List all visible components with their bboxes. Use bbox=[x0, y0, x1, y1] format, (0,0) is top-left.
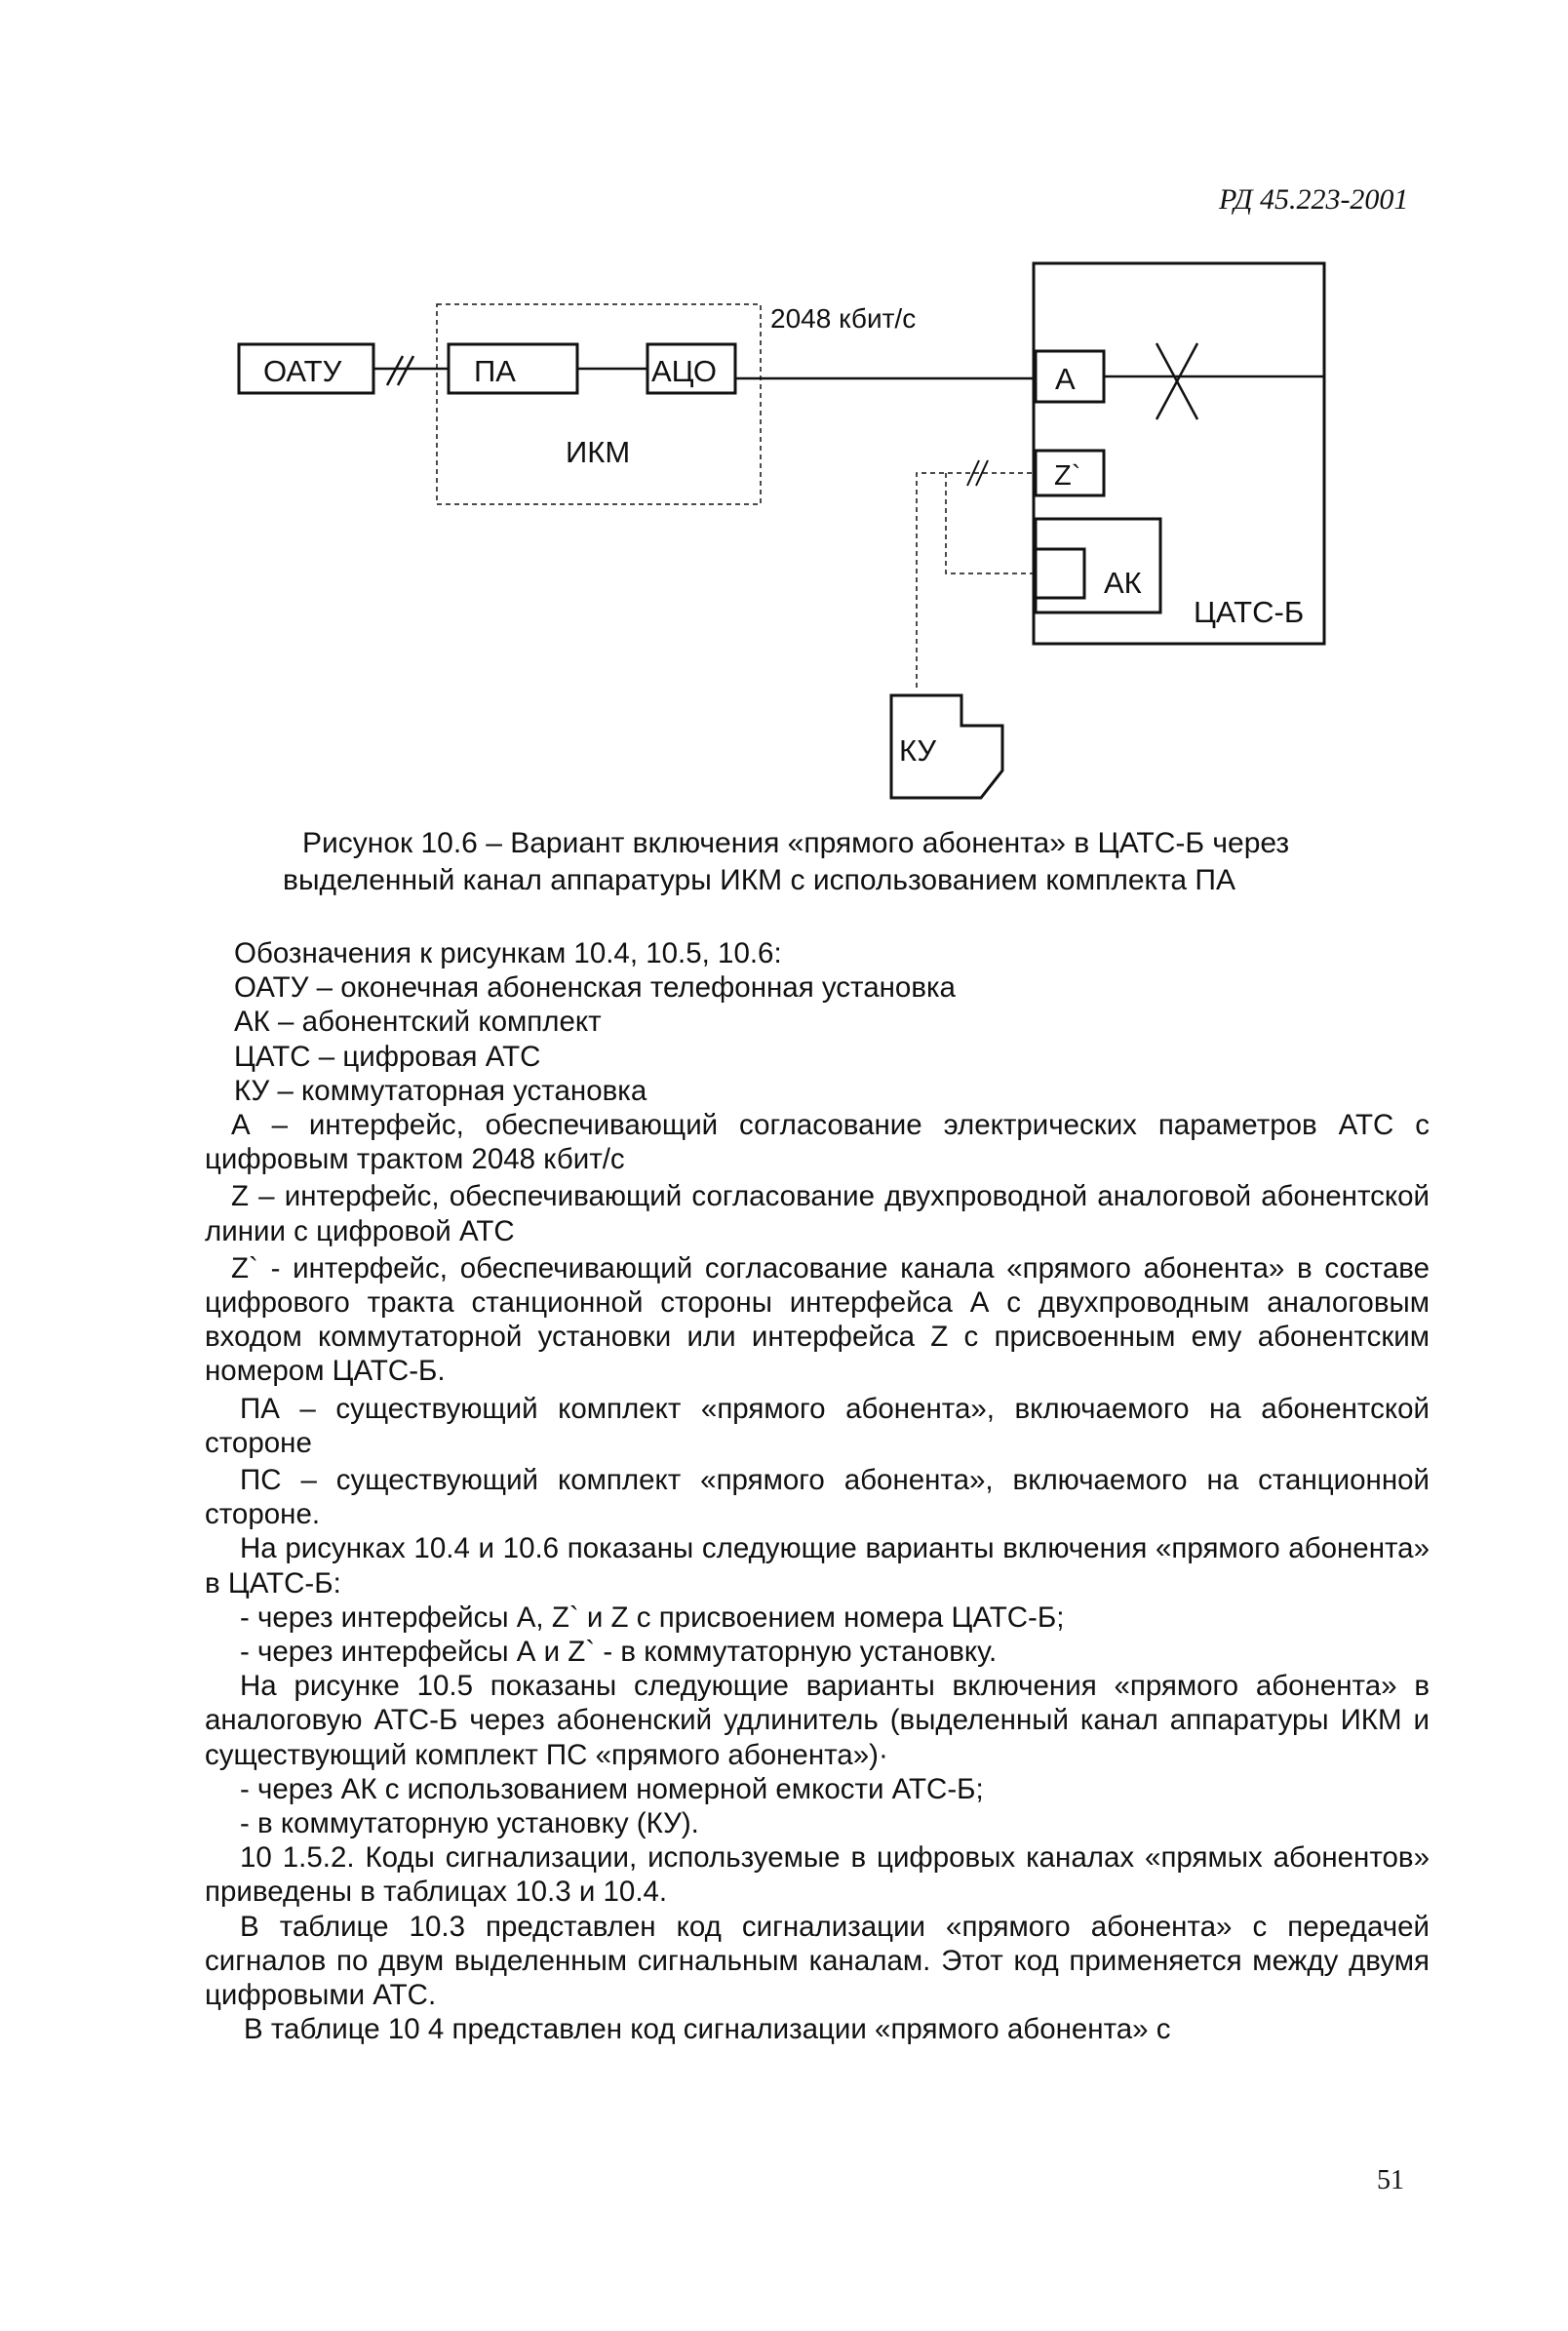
a-label: А bbox=[1055, 362, 1076, 396]
paragraph: КУ – коммутаторная установка bbox=[234, 1074, 647, 1107]
paragraph: 10 1.5.2. Коды сигнализации, используемые в цифровых каналах «прямых абонентов» приведены в таблицах 10.3 и 10.4. bbox=[205, 1841, 1430, 1909]
paragraph: ОАТУ – оконечная абоненская телефонная установка bbox=[234, 971, 956, 1005]
tsats-box bbox=[1034, 263, 1324, 644]
page-number: 51 bbox=[1377, 2165, 1404, 2195]
ak-label: АК bbox=[1104, 566, 1142, 600]
pa-label: ПА bbox=[474, 354, 516, 388]
paragraph: Обозначения к рисункам 10.4, 10.5, 10.6: bbox=[234, 937, 782, 969]
paragraph: ПС – существующий комплект «прямого абонента», включаемого на станционной стороне. bbox=[205, 1464, 1430, 1531]
z-prime-label: Z` bbox=[1054, 460, 1081, 492]
paragraph: А – интерфейс, обеспечивающий согласование электрических параметров АТС с цифровым трактом 2048 кбит/с bbox=[205, 1109, 1430, 1176]
dashed-link-z bbox=[917, 473, 1036, 688]
tsats-label: ЦАТС-Б bbox=[1194, 595, 1305, 629]
rate-label: 2048 кбит/с bbox=[770, 303, 917, 334]
connection-diagram bbox=[0, 0, 1568, 839]
paragraph: На рисунках 10.4 и 10.6 показаны следующие варианты включения «прямого абонента» в ЦАТС-Б: bbox=[205, 1532, 1430, 1600]
atso-label: АЦО bbox=[651, 354, 718, 388]
paragraph: В таблице 10.3 представлен код сигнализации «прямого абонента» с передачей сигналов по двум выделенным сигнальным каналам. Этот код применяется между двумя цифровыми АТС. bbox=[205, 1910, 1430, 2012]
ikm-dashed-box bbox=[437, 304, 761, 504]
document-code: РД 45.223-2001 bbox=[1219, 183, 1409, 216]
ikm-label: ИКМ bbox=[566, 435, 631, 469]
list-item: - через АК с использованием номерной емкости АТС-Б; bbox=[240, 1772, 984, 1805]
figure-caption bbox=[283, 825, 1375, 899]
paragraph: ЦАТС – цифровая АТС bbox=[234, 1040, 541, 1073]
ak-inner-box bbox=[1036, 549, 1084, 598]
paragraph: АК – абонентский комплект bbox=[234, 1006, 602, 1039]
list-item: - в коммутаторную установку (КУ). bbox=[240, 1807, 699, 1840]
dashed-link-ak bbox=[946, 473, 1036, 573]
list-item: - через интерфейсы А, Z` и Z с присвоением номера ЦАТС-Б; bbox=[240, 1600, 1065, 1634]
caption-line-2: выделенный канал аппаратуры ИКМ с использованием комплекта ПА bbox=[283, 864, 1236, 896]
paragraph: Z` - интерфейс, обеспечивающий согласование канала «прямого абонента» в составе цифрового тракта станционной стороны интерфейса А с двухпроводным аналоговым входом коммутаторной установки или интерфейса Z с присвоенным ему абонентским номером ЦАТС-Б. bbox=[205, 1251, 1430, 1388]
paragraph: В таблице 10 4 представлен код сигнализации «прямого абонента» с bbox=[244, 2013, 1171, 2046]
body-text bbox=[205, 936, 1430, 2047]
paragraph: На рисунке 10.5 показаны следующие варианты включения «прямого абонента» в аналоговую АТС-Б через абоненский удлинитель (выделенный канал аппаратуры ИКМ и существующий комплект ПС «прямого абонента»)· bbox=[205, 1670, 1430, 1771]
paragraph: ПА – существующий комплект «прямого абонента», включаемого на абонентской стороне bbox=[205, 1392, 1430, 1459]
ku-label: КУ bbox=[899, 733, 937, 768]
caption-line-1: Рисунок 10.6 – Вариант включения «прямого абонента» в ЦАТС-Б через bbox=[302, 827, 1290, 859]
oatu-label: ОАТУ bbox=[263, 354, 342, 388]
paragraph: Z – интерфейс, обеспечивающий согласование двухпроводной аналоговой абонентской линии с цифровой АТС bbox=[205, 1180, 1430, 1247]
list-item: - через интерфейсы А и Z` - в коммутаторную установку. bbox=[240, 1636, 998, 1669]
